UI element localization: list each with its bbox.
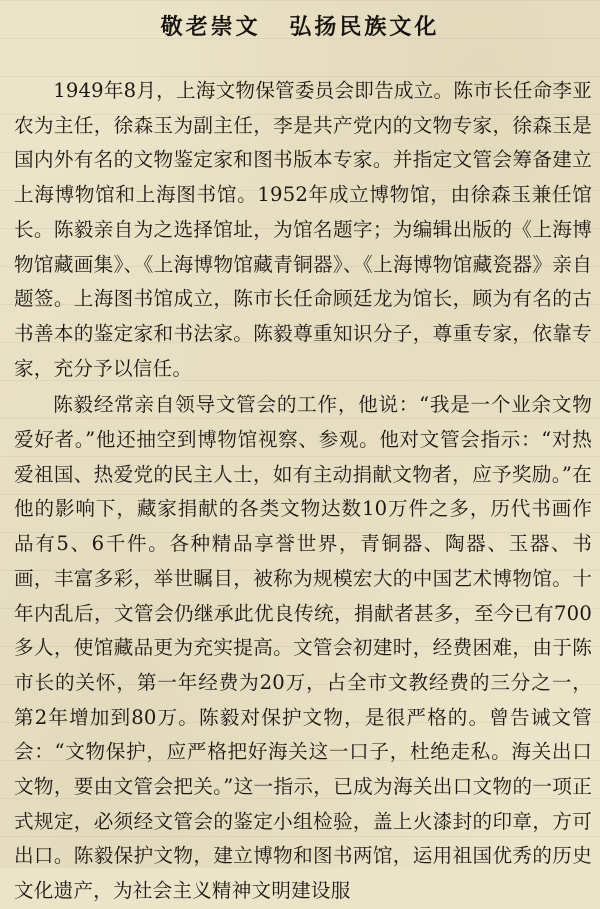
- paragraph-1: 1949年8月，上海文物保管委员会即告成立。陈市长任命李亚农为主任，徐森玉为副主任，李是共产党内的文物专家，徐森玉是国内外有名的文物鉴定家和图书版本专家。并指定文管会筹备建立上海博物馆和上海图书馆。1952年成立博物馆，由徐森玉兼任馆长。陈毅亲自为之选择馆址，为馆名题字；为编辑出版的《上海博物馆藏画集》、《上海博物馆藏青铜器》、《上海博物馆藏瓷器》亲自题签。上海图书馆成立，陈市长任命顾廷龙为馆长，顾为有名的古书善本的鉴定家和书法家。陈毅尊重知识分子，尊重专家，依靠专家，充分予以信任。: [14, 79, 592, 380]
- paragraph-2: 陈毅经常亲自领导文管会的工作，他说：“我是一个业余文物爱好者。”他还抽空到博物馆视察、参观。他对文管会指示：“对热爱祖国、热爱党的民主人士，如有主动捐献文物者，应予奖励。”在他的影响下，藏家捐献的各类文物达数10万件之多，历代书画作品有5、6千件。各种精品享誉世界，青铜器、陶器、玉器、书画，丰富多彩，举世瞩目，被称为规模宏大的中国艺术博物馆。十年内乱后，文管会仍继承此优良传统，捐献者甚多，至今已有700多人，使馆藏品更为充实提高。文管会初建时，经费困难，由于陈市长的关怀，第一年经费为20万，占全市文教经费的三分之一，第2年增加到80万。陈毅对保护文物，是很严格的。曾告诫文管会：“文物保护，应严格把好海关这一口子，杜绝走私。海关出口文物，要由文管会把关。”这一指示，已成为海关出口文物的一项正式规定，必须经文管会的鉴定小组检验，盖上火漆封的印章，方可出口。陈毅保护文物，建立博物和图书两馆，运用祖国优秀的历史文化遗产，为社会主义精神文明建设服: [14, 393, 592, 903]
- article-body: [14, 74, 592, 909]
- article-title: 敬老崇文 弘扬民族文化: [160, 14, 440, 40]
